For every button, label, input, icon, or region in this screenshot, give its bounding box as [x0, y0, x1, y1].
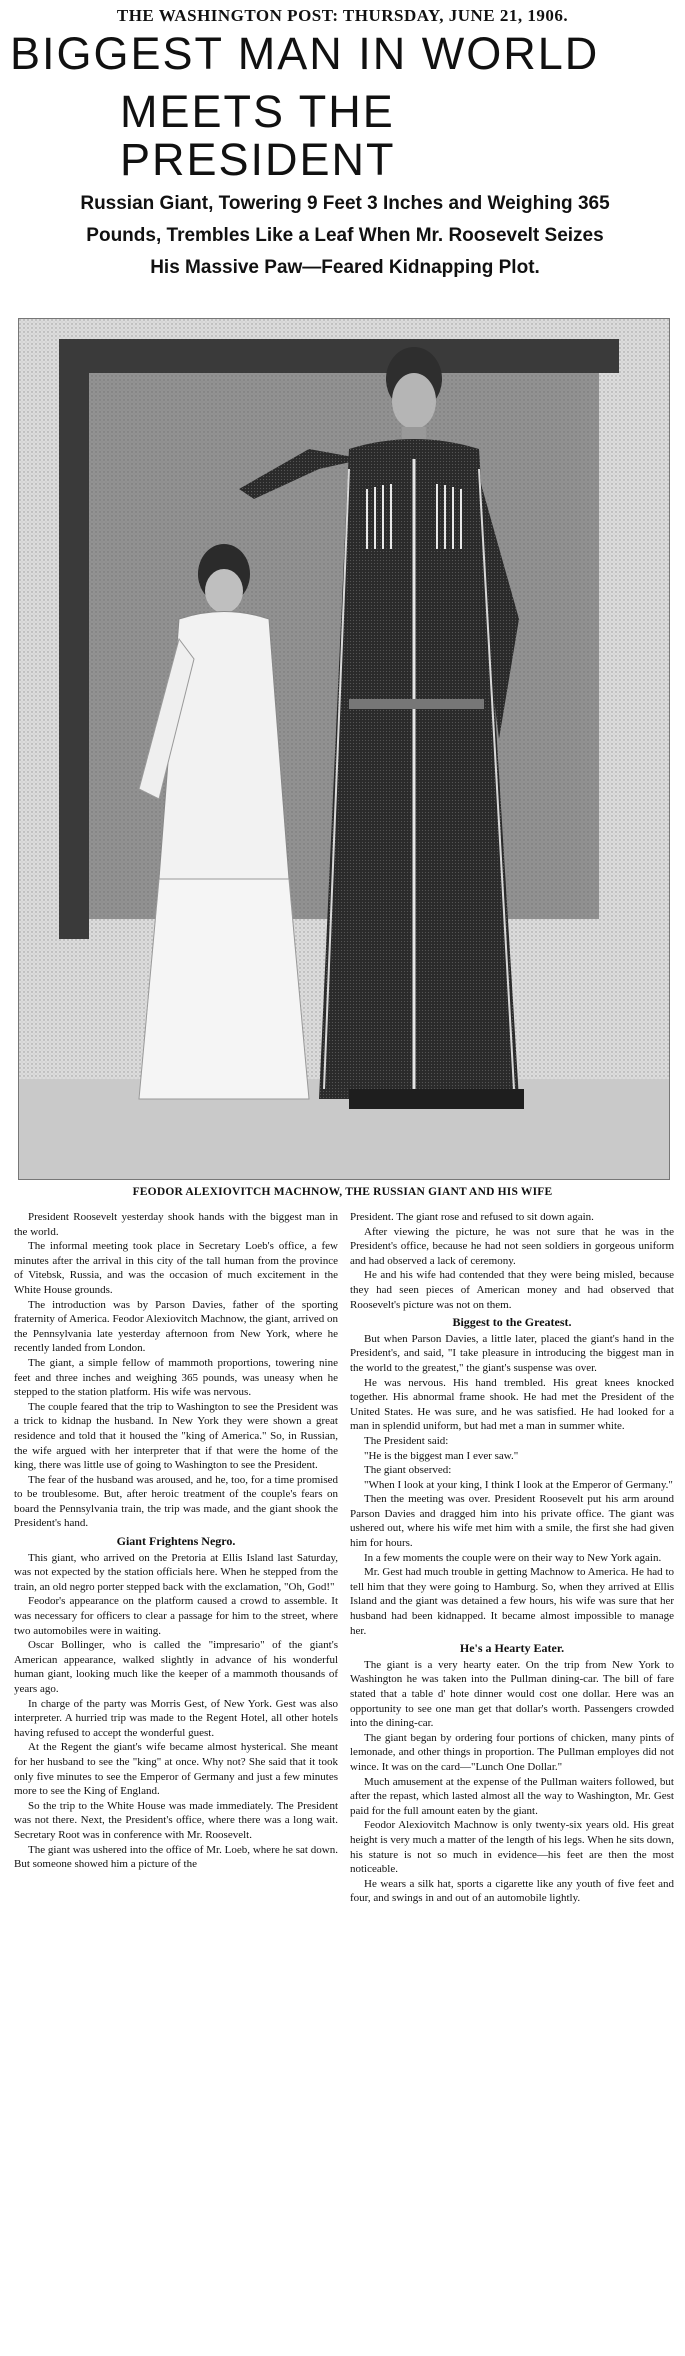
article-paragraph: Then the meeting was over. President Roosevelt put his arm around Parson Davies and dragged him into his private office. The giant was ushered out, where his wife met him with a smile, the first she had given him for hours. [350, 1493, 674, 1550]
article-paragraph: At the Regent the giant's wife became almost hysterical. She meant for her husband to see the "king" at once. Why not? She said that it took only five minutes to see the Emperor of Germany and just a few minutes more to see the King of England. [14, 1741, 338, 1798]
deck-line: Russian Giant, Towering 9 Feet 3 Inches and Weighing 365 [80, 193, 610, 214]
section-subhead: He's a Hearty Eater. [459, 1641, 565, 1656]
article-paragraph: The giant was ushered into the office of Mr. Loeb, where he sat down. But someone showed him a picture of the [14, 1843, 338, 1871]
article-paragraph: The President said: [364, 1434, 449, 1447]
article-paragraph: He was nervous. His hand trembled. His great knees knocked together. His abnormal frame shook. He had met the President of the United States. He was sure, and he was satisfied. He had looked for a man in splendid uniform, but had met a man in summer white. [350, 1376, 674, 1433]
article-paragraph: The couple feared that the trip to Washington to see the President was a trick to kidnap the husband. In New York they were shown a great residence and told that it housed the "king of America." So, in Russian, the wife argued with her interpreter that if that were the home of the king, there was little use of going to Washington to see the President. [14, 1400, 338, 1472]
photograph [18, 318, 670, 1180]
photo-caption: FEODOR ALEXIOVITCH MACHNOW, THE RUSSIAN GIANT AND HIS WIFE [132, 1186, 553, 1198]
deck-line: Pounds, Trembles Like a Leaf When Mr. Roosevelt Seizes [86, 225, 604, 246]
article-paragraph: In charge of the party was Morris Gest, of New York. Gest was also interpreter. A hurried trip was made to the Regent Hotel, all other hotels having refused to accept the wonderful guest. [14, 1697, 338, 1739]
article-paragraph: President Roosevelt yesterday shook hands with the biggest man in the world. [14, 1211, 338, 1238]
article-paragraph: "He is the biggest man I ever saw." [364, 1449, 519, 1462]
right-column [350, 1210, 674, 1906]
article-paragraph: President. The giant rose and refused to sit down again. [350, 1211, 594, 1223]
article-paragraph: The informal meeting took place in Secretary Loeb's office, a few minutes after the arrival in this city of the tall human from the province of Vitebsk, Russia, and was the occasion of much excitement in the White House grounds. [14, 1240, 338, 1296]
article-paragraph: Feodor Alexiovitch Machnow is only twenty-six years old. His great height is very much a matter of the length of his legs. When he sits down, his stature is not so much in evidence—his feet are then the most noticeable. [350, 1819, 674, 1876]
article-paragraph: After viewing the picture, he was not sure that he was in the President's office, because he had not seen soldiers in gorgeous uniform and had observed a lack of ceremony. [350, 1225, 674, 1267]
article-paragraph: Oscar Bollinger, who is called the "impresario" of the giant's American appearance, walked slightly in advance of his wonderful human giant, looking much like the keeper of a mammoth thousands of years ago. [14, 1639, 338, 1695]
article-paragraph: The fear of the husband was aroused, and he, too, for a time promised to be troublesome. But, after heroic treatment of the couple's fears on board the Pennsylvania train, the trip was made, and the giant shook the President's hand. [14, 1473, 338, 1530]
article-paragraph: Mr. Gest had much trouble in getting Machnow to America. He had to tell him that they were going to Hamburg. So, when they arrived at Ellis Island and the giant was detained a few hours, his wife was sure that her husband had been kidnapped. It became almost impossible to manage her. [350, 1566, 674, 1637]
deck-line: His Massive Paw—Feared Kidnapping Plot. [150, 257, 540, 278]
article-paragraph: The giant is a very hearty eater. On the trip from New York to Washington he was taken into the Pullman dining-car. The bill of fare stated that a table d' hote dinner would cost one dollar. Here was an opportunity to see one man get that dollar's worth. Passengers crowded into the dining-car. [350, 1658, 674, 1730]
section-subhead: Biggest to the Greatest. [452, 1315, 572, 1330]
article-paragraph: This giant, who arrived on the Pretoria at Ellis Island last Saturday, was not expected by the station officials here. When he stepped from the train, an old negro porter stepped back with the exclamation, "Oh, God!" [14, 1551, 338, 1593]
article-paragraph: The introduction was by Parson Davies, father of the sporting fraternity of America. Feodor Alexiovitch Machnow, the giant, arrived on the Pennsylvania late yesterday afternoon from New York, where he recently landed from London. [14, 1298, 338, 1355]
article-paragraph: "When I look at your king, I think I look at the Emperor of Germany." [364, 1478, 673, 1491]
masthead: THE WASHINGTON POST: THURSDAY, JUNE 21, 1906. [116, 6, 569, 25]
giant-and-wife-photo [19, 319, 669, 1179]
article-paragraph: He and his wife had contended that they were being misled, because they had seen pieces of American money and had observed that Roosevelt's picture was not on them. [350, 1269, 674, 1311]
article-paragraph: But when Parson Davies, a little later, placed the giant's hand in the President's, and said, "I take pleasure in introducing the biggest man in the world to the greatest," the giant's suspense was over. [350, 1332, 674, 1374]
article-paragraph: The giant began by ordering four portions of chicken, many pints of lemonade, and other things in proportion. The Pullman employes did not wince. It was on the card—"Lunch One Dollar." [350, 1731, 674, 1773]
article-paragraph: In a few moments the couple were on their way to New York again. [364, 1551, 662, 1564]
headline-line-2: MEETS THE PRESIDENT [120, 86, 396, 185]
article-paragraph: The giant observed: [364, 1464, 452, 1477]
left-column [14, 1210, 338, 1872]
section-subhead: Giant Frightens Negro. [116, 1534, 236, 1549]
article-paragraph: Feodor's appearance on the platform caused a crowd to assemble. It was necessary for officers to clear a passage for him to the street, where two automobiles were in waiting. [14, 1595, 338, 1637]
subheadline-deck [20, 188, 670, 284]
article-paragraph: So the trip to the White House was made immediately. The President was not there. Next, the President's office, where there was a long wait. Secretary Root was in conference with Mr. Roosevelt. [14, 1799, 338, 1841]
article-paragraph: He wears a silk hat, sports a cigarette like any youth of five feet and four, and swings in and out of an automobile lightly. [350, 1877, 674, 1905]
headline-line-1: BIGGEST MAN IN WORLD [10, 28, 600, 79]
article-paragraph: The giant, a simple fellow of mammoth proportions, towering nine feet and three inches and weighing 365 pounds, was uneasy when he stepped to the station platform. His wife was nervous. [14, 1356, 338, 1399]
article-paragraph: Much amusement at the expense of the Pullman waiters followed, but after the repast, which lasted almost all the way to Washington, Mr. Gest paid for the full amount eaten by the giant. [350, 1775, 674, 1817]
